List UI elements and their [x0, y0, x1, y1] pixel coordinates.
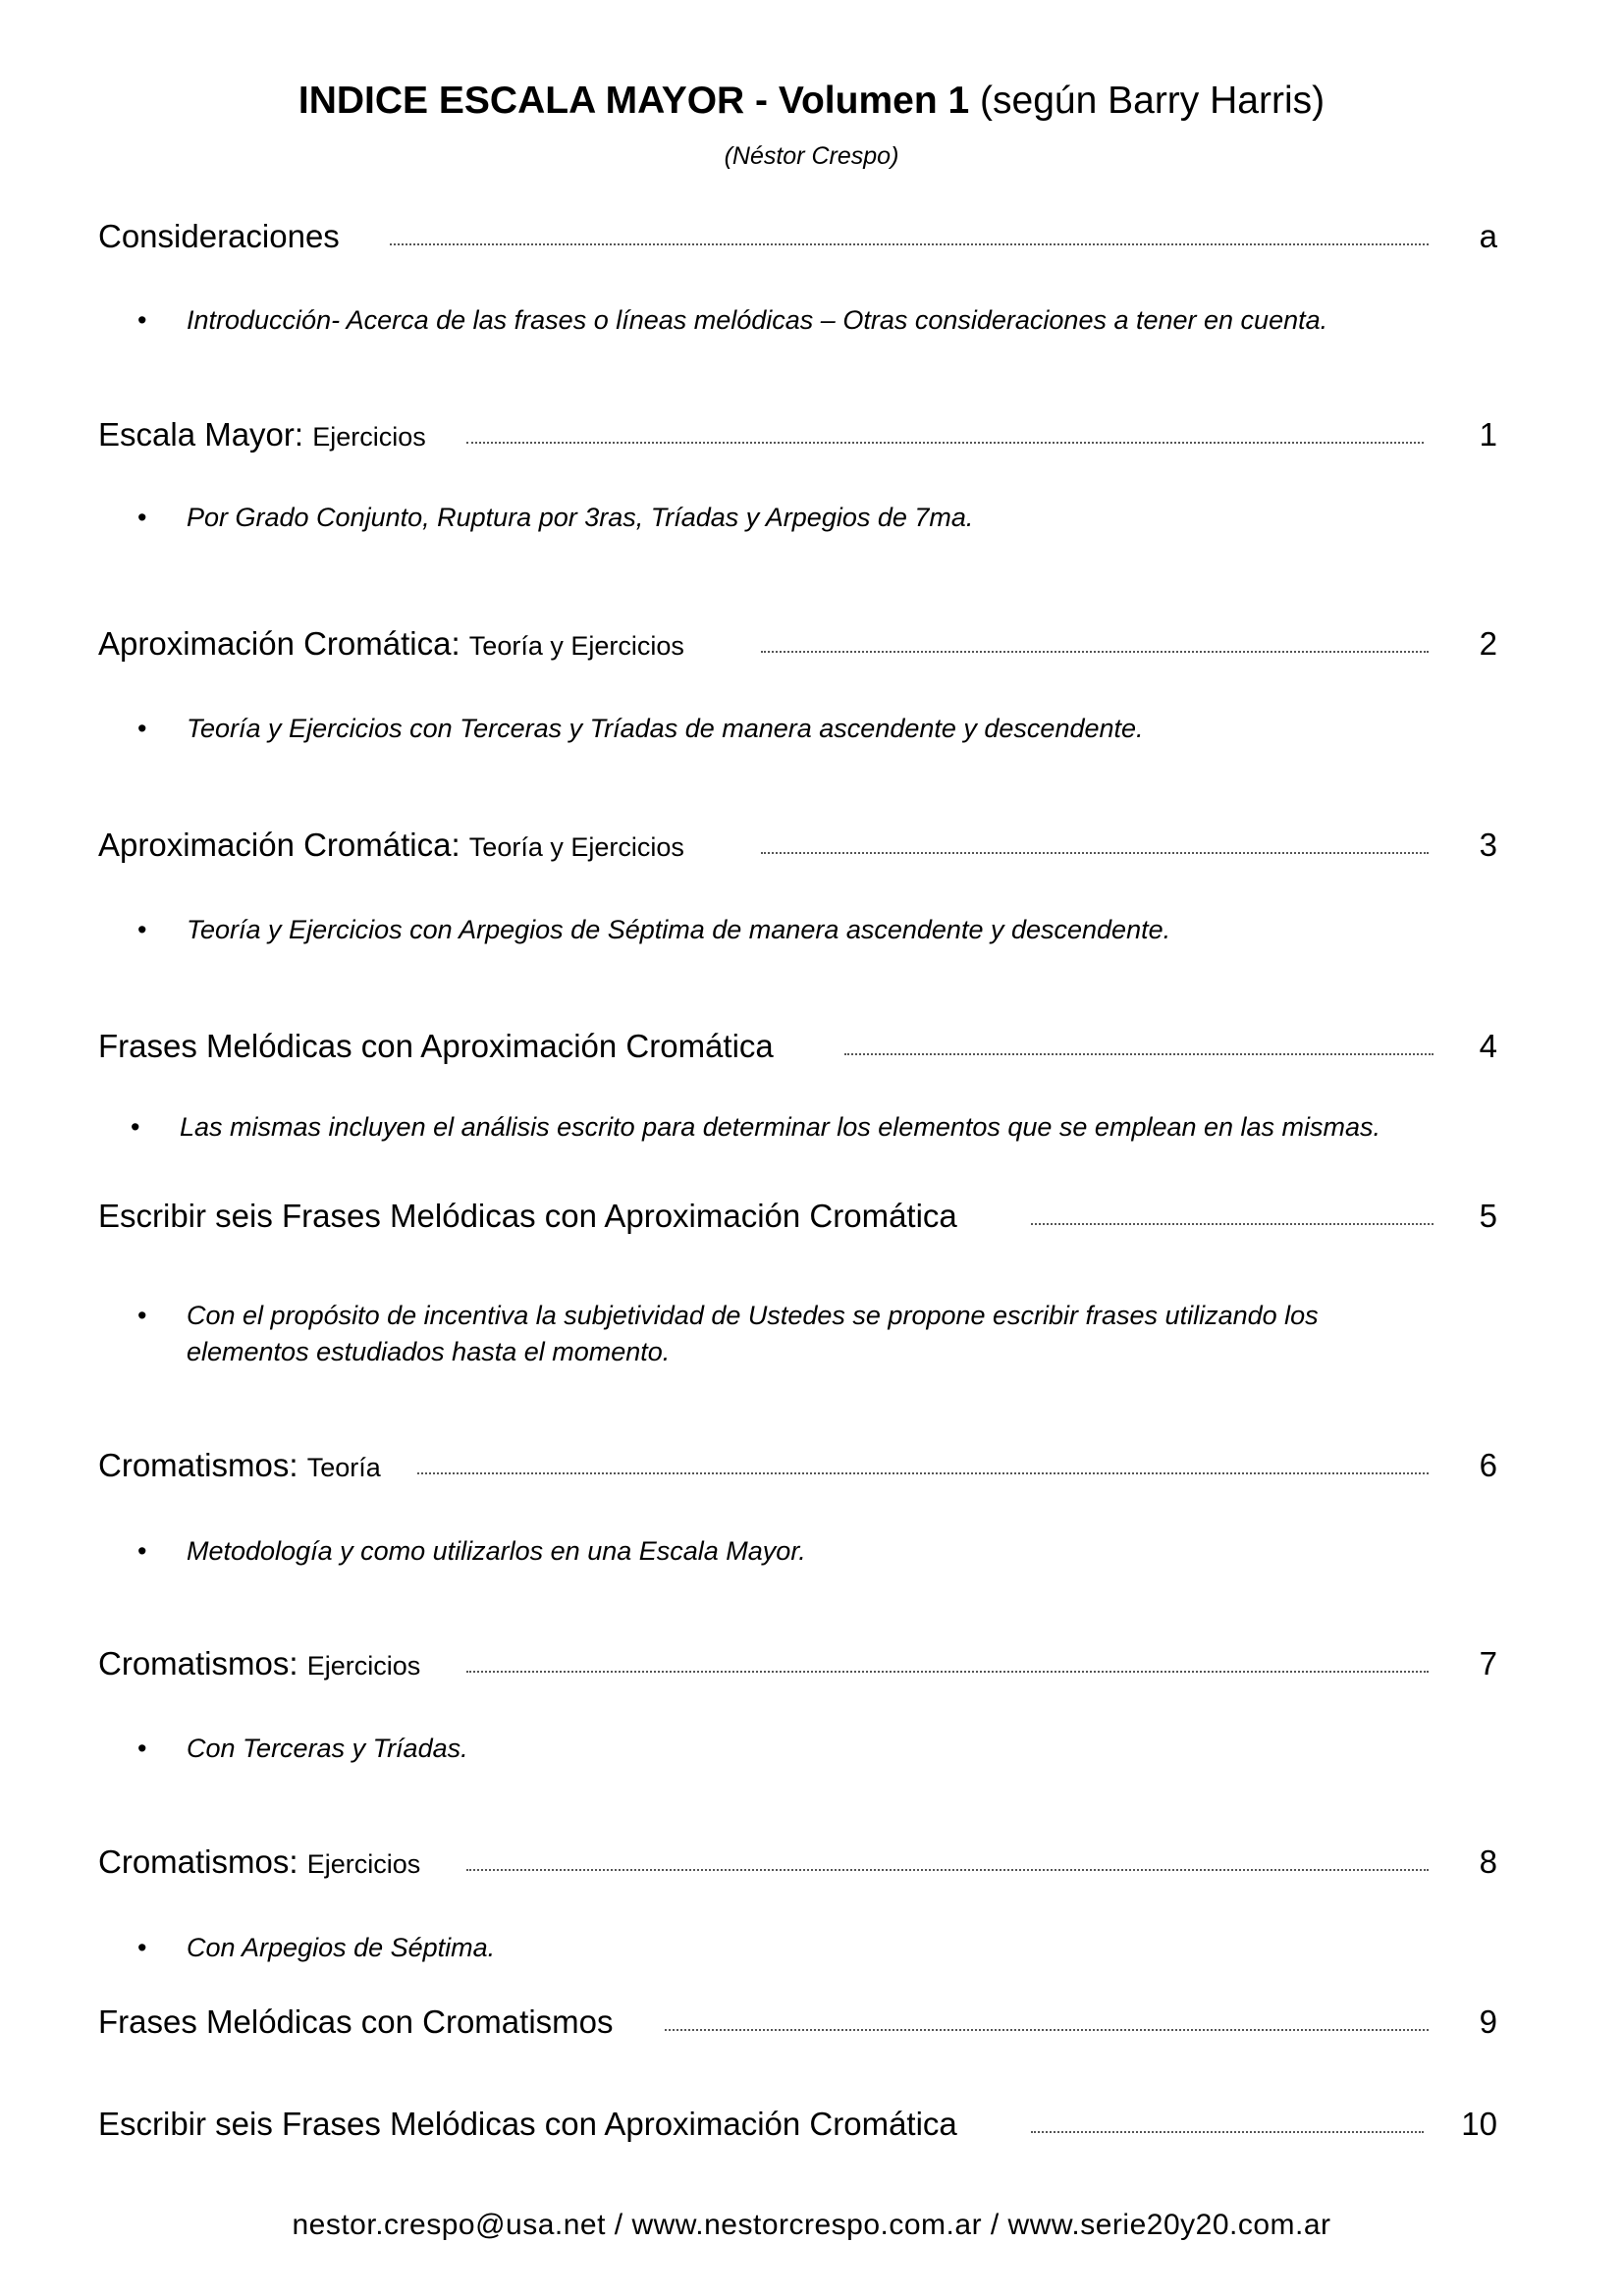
toc-page-number: 2	[1479, 625, 1497, 662]
toc-entry-title: Escala Mayor: Ejercicios	[98, 416, 426, 453]
toc-entry-cromatismos-teoria[interactable]	[98, 1443, 1497, 1492]
toc-page-number: 6	[1479, 1447, 1497, 1483]
dot-leader	[1031, 2131, 1424, 2133]
toc-entry-title: Cromatismos: Ejercicios	[98, 1645, 421, 1682]
toc-bullet: • Teoría y Ejercicios con Terceras y Tríadas de manera ascendente y descendente.	[187, 711, 1463, 747]
dot-leader	[665, 2029, 1429, 2031]
toc-bullet: • Con Arpegios de Séptima.	[187, 1930, 1463, 1966]
dot-leader	[466, 442, 1424, 444]
bullet-icon: •	[137, 503, 147, 532]
bullet-icon: •	[131, 1112, 140, 1142]
document-title	[0, 80, 1623, 123]
toc-entry-escala-mayor[interactable]	[98, 412, 1497, 461]
toc-bullet: • Introducción- Acerca de las frases o líneas melódicas – Otras consideraciones a tener en cuenta.	[187, 302, 1463, 339]
toc-entry-title: Aproximación Cromática: Teoría y Ejercicios	[98, 625, 684, 662]
toc-entry-consideraciones[interactable]	[98, 214, 1497, 263]
toc-bullet: • Con el propósito de incentiva la subjetividad de Ustedes se propone escribir frases utilizando los elementos estudiados hasta el momento.	[187, 1298, 1434, 1370]
dot-leader	[417, 1472, 1429, 1474]
toc-page-number: a	[1479, 218, 1497, 254]
title-subtitle: (según Barry Harris)	[980, 80, 1325, 122]
toc-page-number: 4	[1479, 1028, 1497, 1064]
toc-entry-cromatismos-ejercicios-8[interactable]	[98, 1840, 1497, 1889]
toc-page-number: 5	[1479, 1198, 1497, 1234]
bullet-icon: •	[137, 714, 147, 743]
toc-bullet: • Metodología y como utilizarlos en una Escala Mayor.	[187, 1533, 1463, 1570]
toc-bullet: • Por Grado Conjunto, Ruptura por 3ras, Tríadas y Arpegios de 7ma.	[187, 500, 1463, 536]
dot-leader	[466, 1671, 1429, 1673]
toc-entry-title: Consideraciones	[98, 218, 340, 254]
title-main: INDICE ESCALA MAYOR - Volumen 1	[298, 80, 970, 122]
toc-entry-title: Cromatismos: Ejercicios	[98, 1843, 421, 1880]
footer-contact: nestor.crespo@usa.net / www.nestorcrespo.com.ar / www.serie20y20.com.ar	[292, 2209, 1331, 2241]
dot-leader	[1031, 1223, 1434, 1225]
toc-page-number: 1	[1479, 416, 1497, 453]
toc-entry-cromatismos-ejercicios-7[interactable]	[98, 1641, 1497, 1690]
author-line: (Néstor Crespo)	[724, 142, 899, 170]
toc-entry-title: Aproximación Cromática: Teoría y Ejercicios	[98, 827, 684, 863]
toc-entry-escribir-frases-2[interactable]	[98, 2102, 1497, 2151]
toc-bullet: • Teoría y Ejercicios con Arpegios de Séptima de manera ascendente y descendente.	[187, 912, 1463, 948]
dot-leader	[761, 852, 1429, 854]
dot-leader	[390, 243, 1429, 245]
toc-page-number: 7	[1479, 1645, 1497, 1682]
bullet-icon: •	[137, 1536, 147, 1566]
bullet-icon: •	[137, 1301, 147, 1330]
bullet-icon: •	[137, 1734, 147, 1763]
toc-entry-title: Cromatismos: Teoría	[98, 1447, 381, 1483]
dot-leader	[761, 651, 1429, 653]
toc-bullet: • Con Terceras y Tríadas.	[187, 1731, 1463, 1767]
bullet-icon: •	[137, 1933, 147, 1962]
toc-entry-title: Frases Melódicas con Cromatismos	[98, 2003, 614, 2040]
dot-leader	[844, 1053, 1434, 1055]
toc-page-number: 10	[1461, 2106, 1497, 2142]
toc-page-number: 3	[1479, 827, 1497, 863]
toc-entry-frases-cromatismos[interactable]	[98, 2000, 1497, 2049]
toc-page-number: 9	[1479, 2003, 1497, 2040]
toc-page-number: 8	[1479, 1843, 1497, 1880]
toc-entry-title: Escribir seis Frases Melódicas con Aproximación Cromática	[98, 1198, 957, 1234]
dot-leader	[466, 1869, 1429, 1871]
toc-entry-frases-aproximacion[interactable]	[98, 1024, 1497, 1073]
toc-entry-escribir-frases-1[interactable]	[98, 1194, 1497, 1243]
toc-bullet: • Las mismas incluyen el análisis escrito para determinar los elementos que se emplean en las mismas.	[180, 1109, 1505, 1146]
bullet-icon: •	[137, 305, 147, 335]
toc-entry-title: Escribir seis Frases Melódicas con Aproximación Cromática	[98, 2106, 957, 2142]
toc-entry-aproximacion-cromatica-3[interactable]	[98, 823, 1497, 872]
bullet-icon: •	[137, 915, 147, 944]
toc-entry-aproximacion-cromatica-2[interactable]	[98, 621, 1497, 670]
toc-entry-title: Frases Melódicas con Aproximación Cromática	[98, 1028, 774, 1064]
